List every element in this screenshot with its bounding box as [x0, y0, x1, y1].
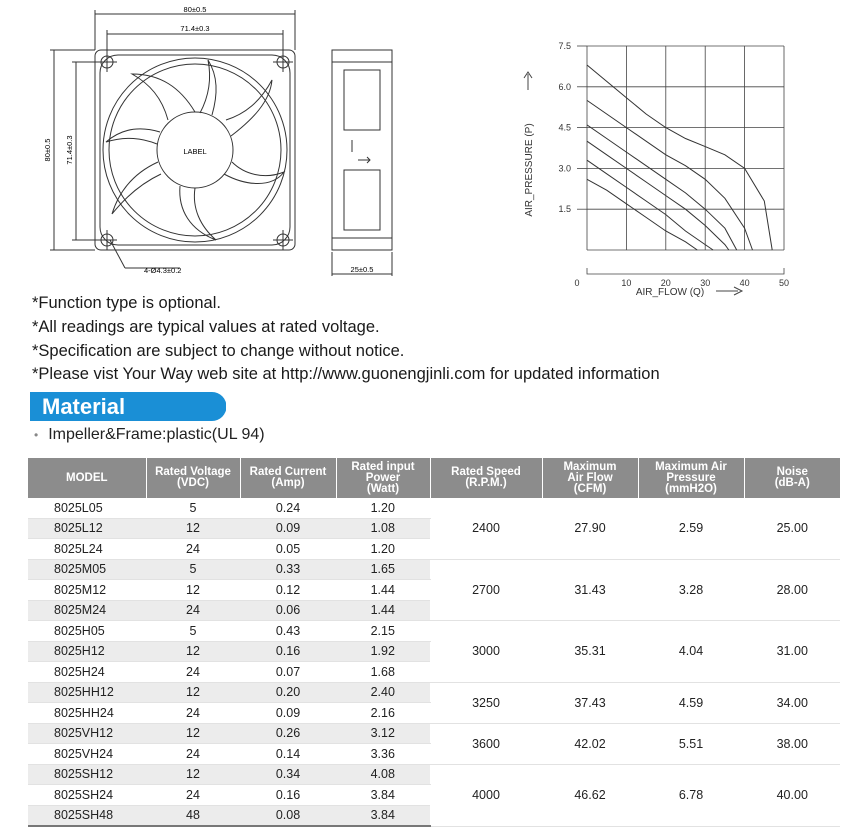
group-pressure-cell: 4.04: [638, 621, 744, 683]
group-pressure-cell: 4.59: [638, 682, 744, 723]
table-header-row: [28, 458, 840, 498]
table-cell: 24: [146, 539, 240, 560]
table-cell: 1.44: [336, 580, 430, 601]
table-cell: 3.84: [336, 805, 430, 826]
group-flow-cell: 27.90: [542, 498, 638, 559]
table-cell: 24: [146, 785, 240, 806]
group-pressure-cell: 6.78: [638, 764, 744, 826]
column-header-text: Pressure: [666, 471, 716, 484]
table-cell: 24: [146, 662, 240, 683]
model-cell: 8025L12: [28, 518, 146, 539]
material-text: Impeller&Frame:plastic(UL 94): [48, 426, 265, 443]
group-pressure-cell: 3.28: [638, 559, 744, 621]
x-tick-label: 0: [574, 278, 580, 288]
model-cell: 8025H24: [28, 662, 146, 683]
group-speed-cell: 2400: [430, 498, 542, 559]
column-header-text: Maximum Air: [655, 460, 727, 473]
table-cell: 1.65: [336, 559, 430, 580]
model-cell: 8025M05: [28, 559, 146, 580]
column-header-text: Air Flow: [567, 471, 613, 484]
column-header-text: (CFM): [573, 482, 607, 495]
table-cell: 0.16: [240, 641, 336, 662]
table-cell: 0.12: [240, 580, 336, 601]
group-speed-cell: 3000: [430, 621, 542, 683]
table-cell: 0.09: [240, 703, 336, 724]
group-flow-cell: 37.43: [542, 682, 638, 723]
table-cell: 1.44: [336, 600, 430, 621]
section-title: Material: [42, 394, 126, 419]
table-cell: 12: [146, 764, 240, 785]
x-tick-label: 10: [621, 278, 632, 288]
table-cell: 4.08: [336, 764, 430, 785]
table-cell: 5: [146, 559, 240, 580]
table-cell: 12: [146, 682, 240, 703]
model-cell: 8025L24: [28, 539, 146, 560]
dim-outer-height: 80±0.5: [43, 138, 52, 162]
x-axis-label: AIR_FLOW (Q): [635, 287, 705, 298]
fan-front-drawing: [40, 2, 320, 280]
model-cell: 8025VH12: [28, 723, 146, 744]
column-header-text: Rated Current: [249, 466, 327, 478]
model-cell: 8025SH48: [28, 805, 146, 826]
column-header-text: Maximum: [563, 460, 617, 473]
table-cell: 0.14: [240, 744, 336, 765]
dim-outer-width: 80±0.5: [183, 5, 207, 14]
model-cell: 8025SH12: [28, 764, 146, 785]
dim-depth: 25±0.5: [350, 265, 374, 274]
y-tick-label: 3.0: [558, 163, 571, 174]
table-cell: 0.16: [240, 785, 336, 806]
table-cell: 2.16: [336, 703, 430, 724]
table-cell: 0.08: [240, 805, 336, 826]
model-cell: 8025H05: [28, 621, 146, 642]
table-cell: 24: [146, 703, 240, 724]
model-cell: 8025M12: [28, 580, 146, 601]
y-tick-label: 1.5: [558, 204, 571, 215]
column-header-text: Power: [365, 471, 401, 484]
model-cell: 8025HH24: [28, 703, 146, 724]
table-cell: 0.07: [240, 662, 336, 683]
group-speed-cell: 3250: [430, 682, 542, 723]
table-cell: 12: [146, 518, 240, 539]
hole-note: 4-Ø4.3±0.2: [144, 266, 182, 275]
table-cell: 0.05: [240, 539, 336, 560]
table-cell: 1.92: [336, 641, 430, 662]
group-noise-cell: 28.00: [744, 559, 840, 621]
table-cell: 0.09: [240, 518, 336, 539]
note-line: *Specification are subject to change without notice.: [32, 341, 405, 360]
group-noise-cell: 40.00: [744, 764, 840, 826]
table-row: [28, 559, 840, 580]
column-header-text: MODEL: [65, 471, 108, 484]
group-flow-cell: 42.02: [542, 723, 638, 764]
table-cell: 24: [146, 744, 240, 765]
table-row: [28, 682, 840, 703]
table-cell: 0.34: [240, 764, 336, 785]
group-noise-cell: 34.00: [744, 682, 840, 723]
model-cell: 8025M24: [28, 600, 146, 621]
table-cell: 1.68: [336, 662, 430, 683]
model-cell: 8025VH24: [28, 744, 146, 765]
table-cell: 1.08: [336, 518, 430, 539]
bullet-icon: •: [34, 428, 39, 442]
table-cell: 24: [146, 600, 240, 621]
column-header: [542, 458, 638, 498]
column-header: [240, 458, 336, 498]
column-header-text: (Amp): [271, 477, 305, 489]
group-speed-cell: 3600: [430, 723, 542, 764]
column-header: [336, 458, 430, 498]
dim-inner-width: 71.4±0.3: [180, 24, 210, 33]
y-tick-label: 6.0: [558, 81, 571, 92]
table-row: [28, 498, 840, 518]
table-cell: 2.40: [336, 682, 430, 703]
group-noise-cell: 38.00: [744, 723, 840, 764]
column-header: [430, 458, 542, 498]
group-flow-cell: 46.62: [542, 764, 638, 826]
model-cell: 8025H12: [28, 641, 146, 662]
column-header: [744, 458, 840, 498]
column-header-text: Noise: [776, 466, 808, 478]
table-cell: 3.12: [336, 723, 430, 744]
table-row: [28, 621, 840, 642]
pq-curve: [587, 141, 729, 250]
note-line: *Please vist Your Way web site at http://www.guonengjinli.com for updated information: [32, 365, 660, 384]
column-header-text: Rated Voltage: [155, 466, 231, 478]
table-cell: 1.20: [336, 498, 430, 518]
note-line: *Function type is optional.: [32, 294, 221, 312]
table-cell: 48: [146, 805, 240, 826]
column-header-text: Rated Speed: [451, 466, 521, 478]
group-speed-cell: 4000: [430, 764, 542, 826]
pq-curve: [587, 100, 753, 250]
table-cell: 12: [146, 723, 240, 744]
x-tick-label: 30: [700, 278, 711, 288]
model-cell: 8025L05: [28, 498, 146, 518]
x-tick-label: 40: [739, 278, 750, 288]
notes: [32, 292, 660, 387]
column-header: [28, 458, 146, 498]
table-row: [28, 723, 840, 744]
y-tick-label: 7.5: [558, 41, 571, 51]
table-row: [28, 764, 840, 785]
table-cell: 0.26: [240, 723, 336, 744]
column-header-text: (VDC): [177, 477, 209, 489]
dim-inner-height: 71.4±0.3: [65, 135, 74, 165]
table-cell: 0.24: [240, 498, 336, 518]
x-axis-bracket: [587, 268, 784, 274]
pq-curve: [587, 160, 713, 250]
model-cell: 8025HH12: [28, 682, 146, 703]
table-cell: 5: [146, 621, 240, 642]
column-header-text: Rated input: [351, 460, 415, 473]
up-arrow-icon: [524, 72, 532, 90]
spec-table: [28, 458, 840, 827]
model-cell: 8025SH24: [28, 785, 146, 806]
y-axis-label: AIR_PRESSURE (P): [524, 123, 535, 217]
hub-label: LABEL: [183, 147, 207, 156]
column-header-text: (dB-A): [774, 477, 810, 489]
table-cell: 0.06: [240, 600, 336, 621]
table-cell: 0.43: [240, 621, 336, 642]
group-noise-cell: 31.00: [744, 621, 840, 683]
group-flow-cell: 35.31: [542, 621, 638, 683]
column-header-text: (mmH2O): [665, 482, 717, 495]
pq-chart: [520, 30, 810, 298]
table-cell: 3.36: [336, 744, 430, 765]
x-tick-label: 50: [778, 278, 790, 288]
group-pressure-cell: 5.51: [638, 723, 744, 764]
column-header-text: (R.P.M.): [465, 477, 507, 489]
group-pressure-cell: 2.59: [638, 498, 744, 559]
table-cell: 0.33: [240, 559, 336, 580]
table-cell: 12: [146, 641, 240, 662]
table-cell: 0.20: [240, 682, 336, 703]
table-cell: 2.15: [336, 621, 430, 642]
material-item: [34, 426, 265, 444]
group-speed-cell: 2700: [430, 559, 542, 621]
fan-side-drawing: [322, 40, 402, 280]
table-cell: 12: [146, 580, 240, 601]
column-header: [146, 458, 240, 498]
table-cell: 3.84: [336, 785, 430, 806]
column-header: [638, 458, 744, 498]
x-tick-label: 20: [660, 278, 671, 288]
table-cell: 1.20: [336, 539, 430, 560]
table-cell: 5: [146, 498, 240, 518]
note-line: *All readings are typical values at rated voltage.: [32, 317, 380, 336]
column-header-text: (Watt): [366, 482, 400, 495]
y-tick-label: 4.5: [558, 122, 571, 133]
right-arrow-icon: [716, 287, 742, 295]
group-flow-cell: 31.43: [542, 559, 638, 621]
group-noise-cell: 25.00: [744, 498, 840, 559]
